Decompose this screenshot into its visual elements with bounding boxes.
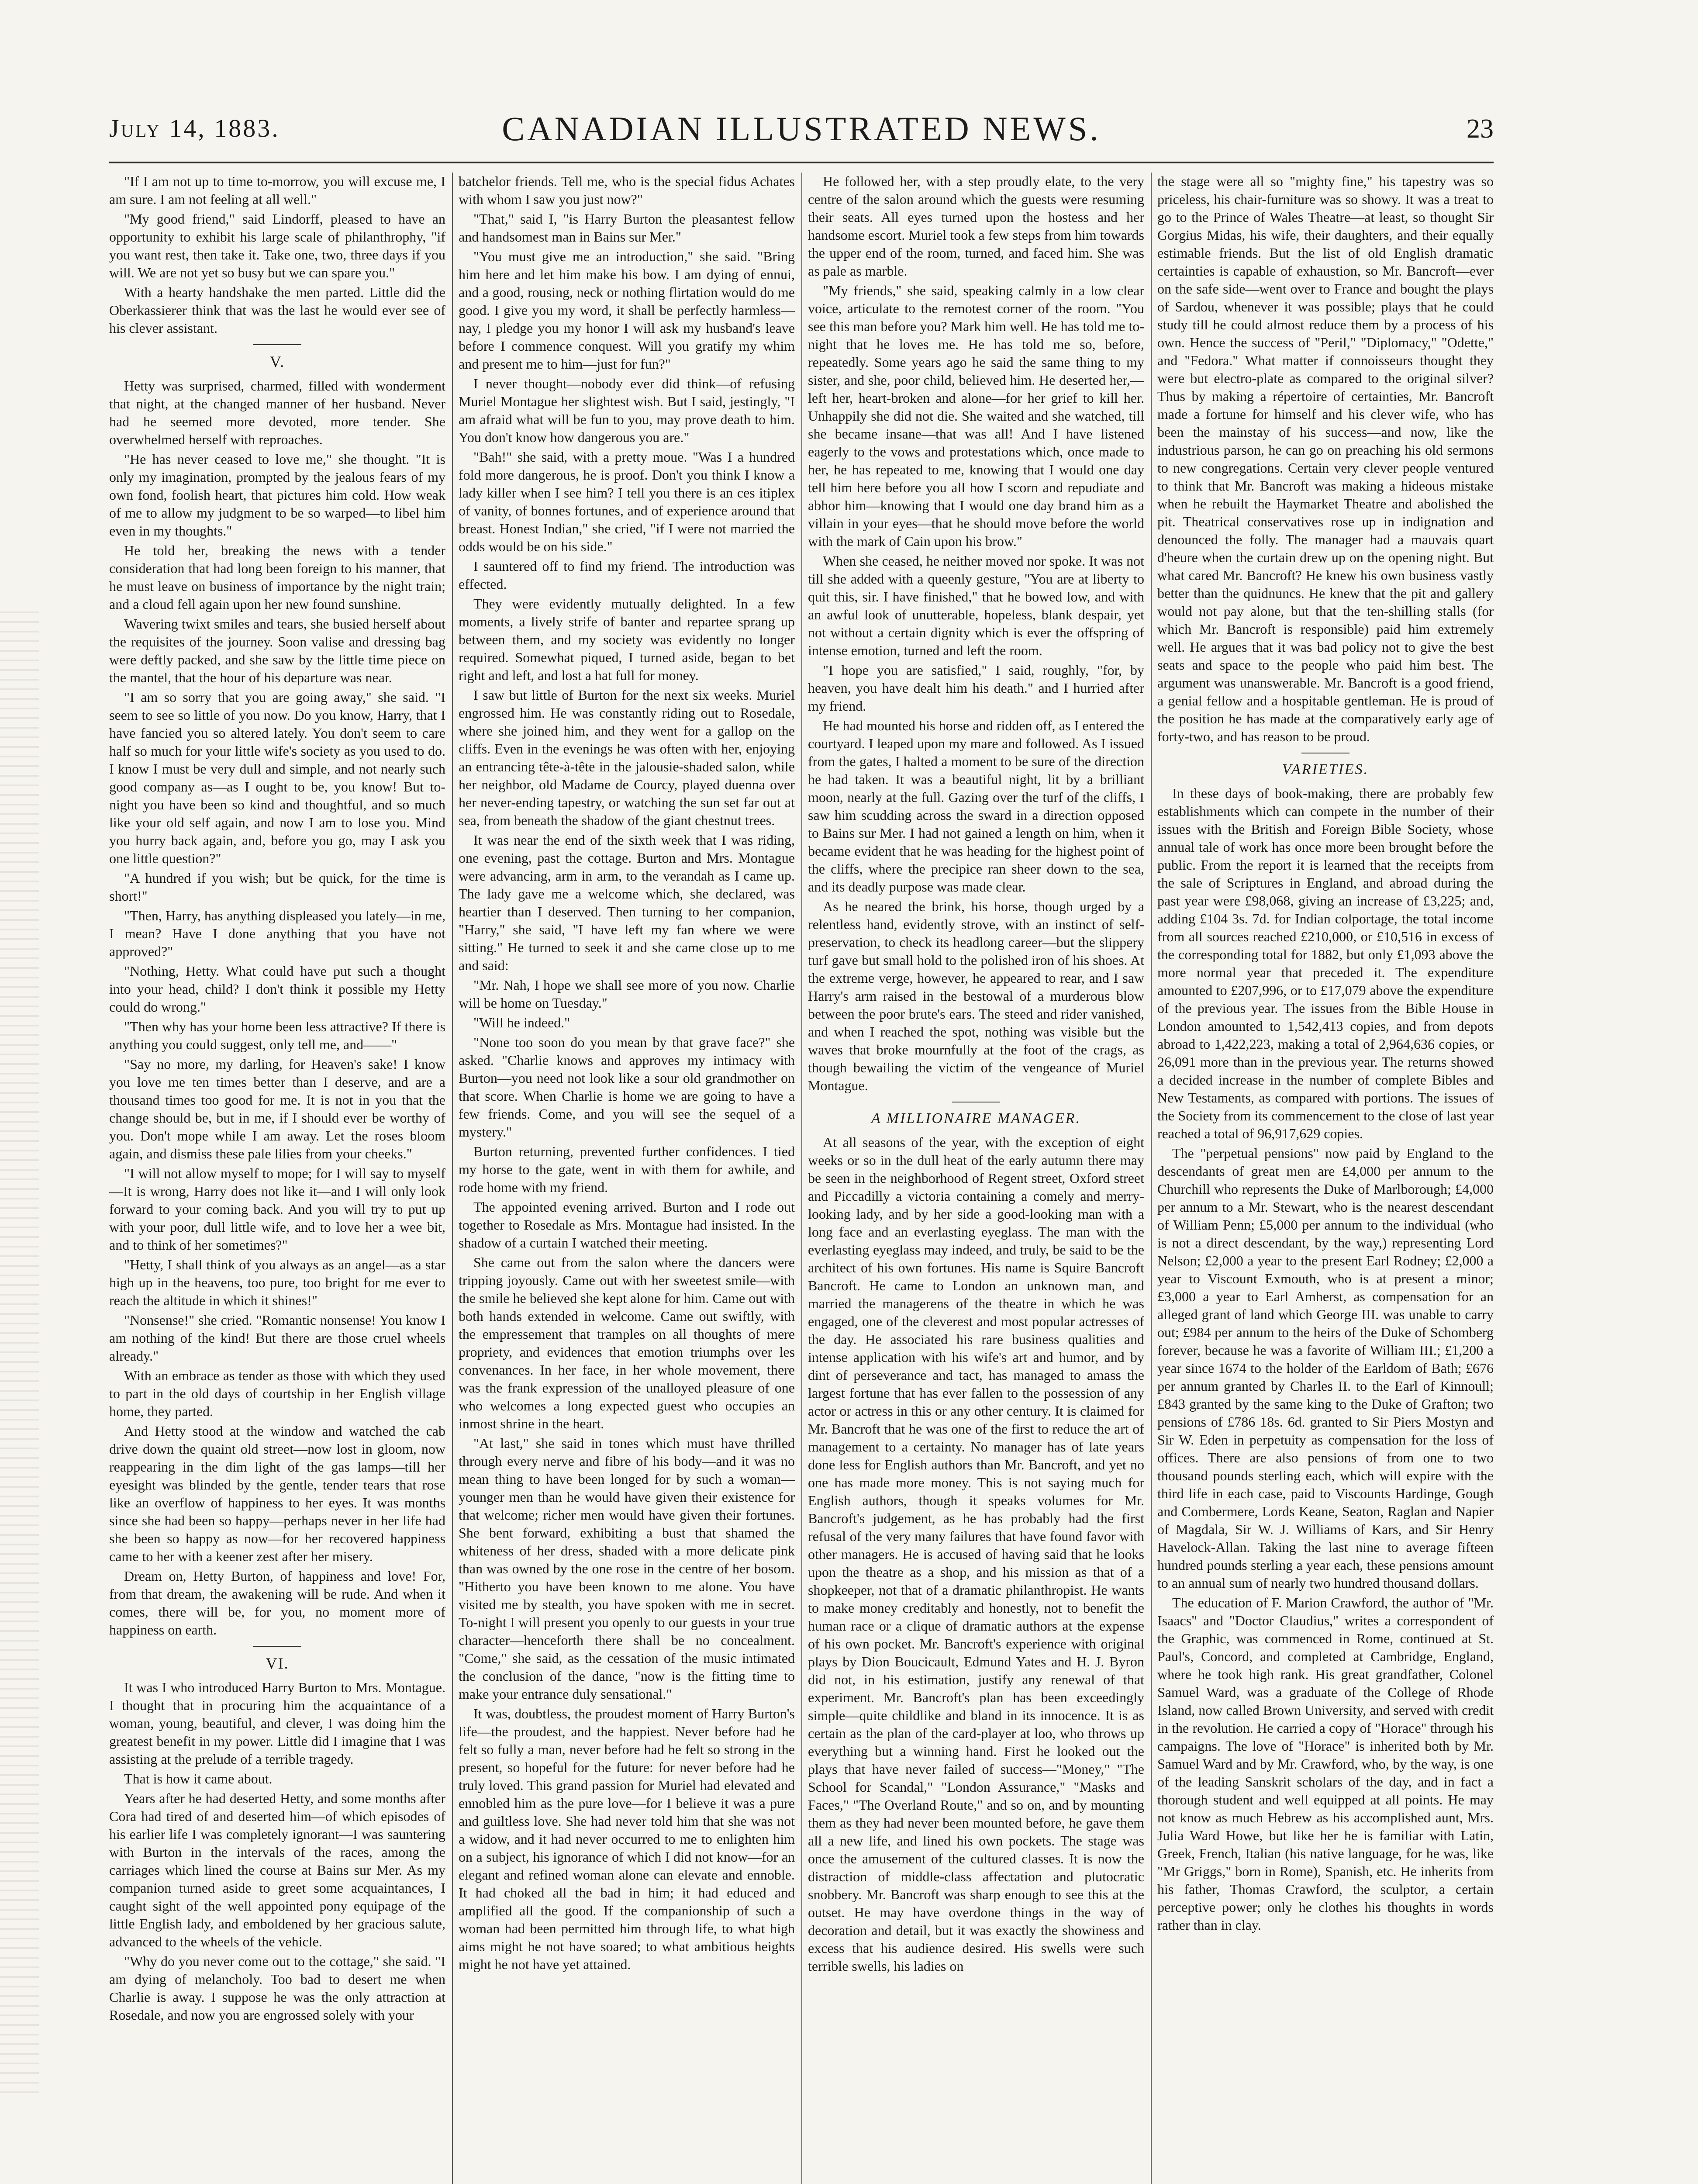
paragraph: At all seasons of the year, with the exception of eight weeks or so in the dull heat of the early autumn there may be seen in the neighborhood of Regent street, Oxford street and Piccadilly a victoria containing a comely and merry-looking lady, and by her side a good-looking man with a long face and an everlasting eyeglass. The man with the everlasting eyeglass may indeed, and truly, be said to be the architect of his own fortunes. His name is Squire Bancroft Bancroft. He came to London an unknown man, and married the managerens of the theatre in which he was engaged, one of the cleverest and most popular actresses of the day. He associated his rare business qualities and intense application with his wife's art and humor, and by dint of perseverance and tact, has managed to amass the largest fortune that has ever fallen to the possession of any actor or actress in this or any other century. It is claimed for Mr. Bancroft that he was one of the first to reduce the art of management to a certainty. No manager has of late years done less for English authors than Mr. Bancroft, and yet no one has made more money. This is not saying much for English authors, though it speaks volumes for Mr. Bancroft's judgement, as he has probably had the first refusal of the very many failures that have found favor with other managers. He is accused of having said that he looks upon the theatre as a shop, and his mission as that of a shopkeeper, not that of a dramatic philanthropist. He wants to make money creditably and honestly, not to benefit the human race or a clique of dramatic authors at the expense of his own pocket. Mr. Bancroft's experience with original plays by Dion Boucicault, Edmund Yates and H. J. Byron did not, in his estimation, justify any renewal of that experiment. Mr. Bancroft's plan has been exceedingly simple—quite childlike and bland in its innocence. It is as certain as the plan of the card-player at loo, who throws up everything but a winning hand. First he looked out the plays that have never failed of success—"Money," "The School for Scandal," "London Assurance," "Masks and Faces," "The Overland Route," and so on, and by mounting them as they had never been mounted before, he gave them all a new life, and lined his own pockets. The stage was once the amusement of the cultured classes. It is now the distraction of middle-class affectation and plutocratic snobbery. Mr. Bancroft was sharp enough to see this at the outset. He may have overdone things in the way of decoration and detail, but it was exactly the showiness and excess that his audience desired. His swells were such terrible swells, his ladies on: [808, 1134, 1144, 1974]
paragraph: Hetty was surprised, charmed, filled with wonderment that night, at the changed manner of her husband. Never had he seemed more devoted, more tender. She overwhelmed herself with reproaches.: [109, 378, 445, 447]
paragraph: "Why do you never come out to the cottage," she said. "I am dying of melancholy. Too bad to desert me when Charlie is away. I suppose he was the only attraction at Rosedale, and now you are engrossed solely with your: [109, 1953, 445, 2023]
paragraph: batchelor friends. Tell me, who is the special fidus Achates with whom I saw you just now?": [459, 173, 795, 207]
paragraph: "Nonsense!" she cried. "Romantic nonsense! You know I am nothing of the kind! But there are those cruel wheels already.": [109, 1312, 445, 1364]
paragraph: "You must give me an introduction," she said. "Bring him here and let him make his bow. I am dying of ennui, and a good, rousing, neck or nothing flirtation would do me good. I give you my word, it shall be perfectly harmless—nay, I pledge you my honor I will ask my husband's leave before I commence conquest. Will you gratify my whim and present me to him—just for fun?": [459, 249, 795, 372]
paragraph: With a hearty handshake the men parted. Little did the Oberkassierer think that was the last he would ever see of his clever assistant.: [109, 284, 445, 336]
paragraph: "I am so sorry that you are going away," she said. "I seem to see so little of you now. Do you know, Harry, that I have fancied you so altered lately. You don't seem to care half so much for your little wife's society as you used to do. I know I must be very dull and simple, and not nearly such good company as—as I ought to be, you know! But to-night you have been so kind and thoughtful, and so much like your old self again, and now I am to lose you. Mind you hurry back again, and, before you go, may I ask you one little question?": [109, 689, 445, 866]
paragraph: "Say no more, my darling, for Heaven's sake! I know you love me ten times better than I deserve, and are a thousand times too good for me. It is not in you that the change should be, but in me, if I should ever be worthy of you. Don't mope while I am away. Let the roses bloom again, and dismiss these pale lilies from your cheeks.": [109, 1056, 445, 1161]
paragraph: When she ceased, he neither moved nor spoke. It was not till she added with a queenly gesture, "You are at liberty to quit this, sir. I have finished," that he bowed low, and with an awful look of unutterable, hopeless, blank despair, yet not without a certain dignity which is ever the offspring of intense emotion, turned and left the room.: [808, 553, 1144, 658]
paragraph: It was, doubtless, the proudest moment of Harry Burton's life—the proudest, and the happiest. Never before had he felt so fully a man, never before had he felt so strong in the present, so hopeful for the future: for never before had he truly loved. This grand passion for Muriel had elevated and ennobled him as the pure love—for I believe it was a pure and guiltless love. She had never told him that she was not a widow, and it had never occurred to me to enlighten him on a subject, his ignorance of which I did not know—for an elegant and refined woman alone can elevate and ennoble. It had choked all the bad in him; it had educed and amplified all the good. If the companionship of such a woman had been permitted him through life, to what high aims might he not have soared; to what ambitious heights might he not have yet attained.: [459, 1706, 795, 1972]
column-divider: [452, 173, 453, 2184]
header-rule: [109, 162, 1494, 163]
paragraph: The "perpetual pensions" now paid by England to the descendants of great men are £4,000 per annum to the Churchill who represents the Duke of Marlborough; £4,000 per annum to a Mr. Stewart, who is the nearest descendant of William Penn; £5,000 per annum to the individual (who is not a direct descendant, by the way,) representing Lord Nelson; £2,000 a year to the present Earl Rodney; £2,000 a year to Viscount Exmouth, who is at present a minor; £3,000 a year to Earl Amherst, as compensation for an alleged grant of land which George III. was unable to carry out; £984 per annum to the heirs of the Duke of Schomberg forever, because he was a favorite of William III.; £1,200 a year since 1674 to the holder of the Earldom of Bath; £676 per annum granted by Charles II. to the Earl of Kinnoull; £843 granted by the same king to the Duke of Grafton; two pensions of £786 18s. 6d. granted to Sir Piers Mostyn and Sir W. Eden in perpetuity as compensation for the loss of offices. There are also pensions of from one to two thousand pounds sterling each, which will expire with the third life in each case, paid to Viscounts Hardinge, Gough and Combermere, Lords Keane, Seaton, Raglan and Napier of Magdala, Sir W. J. Williams of Kars, and Sir Henry Havelock-Allan. Taking the last nine to average fifteen hundred pounds sterling a year each, these pensions amount to an annual sum of nearly two hundred thousand dollars.: [1157, 1145, 1494, 1591]
binding-gutter: [0, 612, 39, 2097]
paragraph: He followed her, with a step proudly elate, to the very centre of the salon around which the guests were resuming their seats. All eyes turned upon the hostess and her handsome escort. Muriel took a few steps from him towards the upper end of the room, turned, and faced him. She was as pale as marble.: [808, 173, 1144, 279]
issue-date: July 14, 1883.: [109, 114, 280, 142]
paragraph: As he neared the brink, his horse, though urged by a relentless hand, evidently strove, with an instinct of self-preservation, to check its headlong career—but the slippery turf gave but small hold to the polished iron of his shoes. At the extreme verge, however, he appeared to rear, and I saw Harry's arm raised in the bestowal of a murderous blow between the poor brute's ears. The steed and rider vanished, and when I reached the spot, nothing was visible but the waves that broke mournfully at the foot of the crags, as though bewailing the victim of the vengeance of Muriel Montague.: [808, 898, 1144, 1093]
column-4: [1157, 173, 1494, 2184]
paragraph: "My good friend," said Lindorff, pleased to have an opportunity to exhibit his large scale of philanthrophy, "if you want rest, then take it. Take one, two, three days if you will. We are not yet so busy but we can spare you.": [109, 211, 445, 280]
paragraph: "Then, Harry, has anything displeased you lately—in me, I mean? Have I done anything that you have not approved?": [109, 908, 445, 959]
paragraph: the stage were all so "mighty fine," his tapestry was so priceless, his chair-furniture was so showy. It was a treat to go to the Prince of Wales Theatre—at least, so thought Sir Gorgius Midas, his wife, their daughters, and their equally estimable friends. But the list of old English dramatic certainties is capable of exhaustion, so Mr. Bancroft—ever on the safe side—went over to France and bought the plays of Sardou, whenever it was possible; plays that he could study till he could almost reduce them by a process of his own. Hence the success of "Peril," "Diplomacy," "Odette," and "Fedora." What matter if connoisseurs thought they were but electro-plate as compared to the original silver? Thus by making a répertoire of certainties, Mr. Bancroft made a fortune for himself and his clever wife, who has been the mainstay of his success—and now, like the industrious parson, he can go on preaching his old sermons to new congregations. Certain very clever people ventured to think that Mr. Bancroft was making a hideous mistake when he rebuilt the Haymarket Theatre and abolished the pit. Theatrical conservatives rose up in indignation and denounced the folly. The manager had a mauvais quart d'heure when the curtain drew up on the opening night. But what cared Mr. Bancroft? He knew his own business vastly better than the quidnuncs. He knew that the pit and gallery would not pay alone, but that the ten-shilling stalls (for which Mr. Bancroft is responsible) paid him extremely well. He argues that it was bad policy not to give the best seats and space to the people who paid him best. The argument was unanswerable. Mr. Bancroft is a good friend, a genial fellow and a hospitable gentleman. He is proud of the position he has made at the comparatively early age of forty-two, and has reason to be proud.: [1157, 173, 1494, 744]
paragraph: "I will not allow myself to mope; for I will say to myself—It is wrong, Harry does not like it—and I will only look forward to your coming back. And you will try to put up with your poor, dull little wife, and to love her a wee bit, and to think of her sometimes?": [109, 1165, 445, 1253]
paragraph: In these days of book-making, there are probably few establishments which can compete in the number of their issues with the British and Foreign Bible Society, whose annual tale of work has once more been brought before the public. From the report it is learned that the receipts from the sale of Scriptures in England, and abroad during the past year were £98,068, giving an increase of £3,225; and, adding £104 3s. 7d. for Indian colportage, the total income from all sources reached £210,000, or £10,516 in excess of the corresponding total for 1882, but only £1,093 above the more normal year that preceded it. The expenditure amounted to £207,996, or to £17,079 above the expenditure of the previous year. The issues from the Bible House in London amounted to 1,542,413 copies, and from depots abroad to 1,422,223, making a total of 2,964,636 copies, or 26,091 more than in the previous year. The returns showed a decided increase in the number of complete Bibles and New Testaments, as compared with portions. The issues of the Society from its commencement to the close of last year reached a total of 96,917,629 copies.: [1157, 785, 1494, 1141]
paragraph: "Hetty, I shall think of you always as an angel—as a star high up in the heavens, too pure, too bright for me ever to reach the altitude in which it shines!": [109, 1257, 445, 1308]
paragraph: "Nothing, Hetty. What could have put such a thought into your head, child? I don't think it possible my Hetty could do wrong.": [109, 963, 445, 1015]
paragraph: "That," said I, "is Harry Burton the pleasantest fellow and handsomest man in Bains sur Mer.": [459, 211, 795, 245]
column-divider: [801, 173, 802, 2184]
paragraph: He told her, breaking the news with a tender consideration that had long been foreign to his manner, that he must leave on business of importance by the night train; and a cloud fell again upon her new found sunshine.: [109, 543, 445, 612]
paragraph: I sauntered off to find my friend. The introduction was effected.: [459, 558, 795, 592]
paragraph: "A hundred if you wish; but be quick, for the time is short!": [109, 870, 445, 904]
paragraph: "Mr. Nah, I hope we shall see more of you now. Charlie will be home on Tuesday.": [459, 977, 795, 1011]
paragraph: "I hope you are satisfied," I said, roughly, "for, by heaven, you have dealt him his death." and I hurried after my friend.: [808, 662, 1144, 714]
paragraph: Wavering twixt smiles and tears, she busied herself about the requisites of the journey. Soon valise and dressing bag were deftly packed, and she saw by the little time piece on the mantel, that the hour of his departure was near.: [109, 616, 445, 685]
paragraph: "Then why has your home been less attractive? If there is anything you could suggest, only tell me, and——": [109, 1019, 445, 1052]
paragraph: Years after he had deserted Hetty, and some months after Cora had tired of and deserted him—of which episodes of his earlier life I was completely ignorant—I was sauntering with Burton in the intervals of the races, among the carriages which lined the course at Bains sur Mer. As my companion turned aside to greet some acquaintances, I caught sight of the well appointed pony equipage of the little English lady, and emboldened by her gracious salute, advanced to the wheels of the vehicle.: [109, 1790, 445, 1949]
paragraph: They were evidently mutually delighted. In a few moments, a lively strife of banter and repartee sprang up between them, and my society was evidently no longer required. Somewhat piqued, I turned aside, began to bet right and left, and lost a hat full for money.: [459, 596, 795, 683]
paragraph: He had mounted his horse and ridden off, as I entered the courtyard. I leaped upon my mare and followed. As I issued from the gates, I halted a moment to be sure of the direction he had taken. It was a beautiful night, lit by a brilliant moon, nearly at the full. Gazing over the turf of the cliffs, I saw him scudding across the sward in a direction opposed to Bains sur Mer. I had not gained a length on him, when it became evident that he was heading for the highest point of the cliffs, where the precipice ran sheer down to the sea, and its deadly purpose was made clear.: [808, 718, 1144, 895]
section-number: VI.: [266, 1655, 289, 1672]
paragraph: That is how it came about.: [124, 1771, 273, 1787]
paragraph: "At last," she said in tones which must have thrilled through every nerve and fibre of his body—and it was no mean thing to have been longed for by such a woman—younger men than he would have given their existence for that welcome; richer men would have given their fortunes. She bent forward, exhibiting a bust that shamed the whiteness of her dress, shaded with a more delicate pink than was owned by the one rose in the centre of her bosom. "Hitherto you have been known to me alone. You have visited me by stealth, you have spoken with me in secret. To-night I will present you openly to our guests in your true character—henceforth there shall be no concealment. "Come," she said, as the cessation of the music intimated the conclusion of the dance, "now is the fitting time to make your entrance duly sensational.": [459, 1435, 795, 1702]
paragraph: "He has never ceased to love me," she thought. "It is only my imagination, prompted by the jealous fears of my own fond, foolish heart, that pictures him cold. How weak of me to allow my judgment to be so warped—to libel him even in my thoughts.": [109, 451, 445, 539]
paragraph: "Will he indeed.": [473, 1015, 570, 1030]
masthead: [109, 105, 1494, 157]
paragraph: Burton returning, prevented further confidences. I tied my horse to the gate, went in with them for awhile, and rode home with my friend.: [459, 1144, 795, 1195]
paragraph: "If I am not up to time to-morrow, you will excuse me, I am sure. I am not feeling at all well.": [109, 173, 445, 207]
paragraph: Dream on, Hetty Burton, of happiness and love! For, from that dream, the awakening will be rude. And when it comes, there will be, for you, no moment more of happiness on earth.: [109, 1568, 445, 1638]
page-number: 23: [1467, 114, 1494, 144]
paragraph: The education of F. Marion Crawford, the author of "Mr. Isaacs" and "Doctor Claudius," writes a correspondent of the Graphic, was commenced in Rome, continued at St. Paul's, Concord, and completed at Cambridge, England, where he took high rank. His great grandfather, Colonel Samuel Ward, was a graduate of the College of Rhode Island, now called Brown University, and served with credit in the revolution. He carried a copy of "Horace" through his campaigns. The love of "Horace" is inherited both by Mr. Samuel Ward and by Mr. Crawford, who, by the way, is one of the leading Sanskrit scholars of the day, and in fact a thorough student and well equipped at all points. He may not know as much Hebrew as his accomplished aunt, Mrs. Julia Ward Howe, but like her he is familiar with Latin, Greek, French, Italian (his native language, for he was, like "Mr Griggs," born in Rome), Spanish, etc. He inherits from his father, Thomas Crawford, the sculptor, a certain perceptive power; only he clothes his thoughts in words rather than in clay.: [1157, 1595, 1494, 1933]
paragraph: "None too soon do you mean by that grave face?" she asked. "Charlie knows and approves my intimacy with Burton—you need not look like a sour old grandmother on that score. When Charlie is home we are going to have a few friends. Come, and you will see the sequel of a mystery.": [459, 1034, 795, 1140]
paragraph: I saw but little of Burton for the next six weeks. Muriel engrossed him. He was constantly riding out to Rosedale, where she joined him, and they went for a gallop on the cliffs. Even in the evenings he was often with her, enjoying an entrancing tête-à-tête in the jalousie-shaded salon, while her neighbor, old Madame de Courcy, played duenna over her never-ending tapestry, or watching the sun set far out at sea, from beneath the shadow of the giant chestnut trees.: [459, 687, 795, 828]
article-columns: [109, 173, 1494, 2184]
paragraph: It was I who introduced Harry Burton to Mrs. Montague. I thought that in procuring him the acquaintance of a woman, young, beautiful, and clever, I was doing him the greatest benefit in my power. Little did I imagine that I was assisting at the prelude of a terrible tragedy.: [109, 1679, 445, 1767]
paragraph: I never thought—nobody ever did think—of refusing Muriel Montague her slightest wish. But I said, jestingly, "I am afraid what will be fun to you, may prove death to him. You don't know how dangerous you are.": [459, 376, 795, 445]
column-divider: [1151, 173, 1152, 2184]
section-rule: [253, 344, 301, 345]
section-number: V.: [269, 353, 285, 370]
paragraph: She came out from the salon where the dancers were tripping joyously. Came out with her sweetest smile—with the smile he believed she kept alone for him. Came out with both hands extended in welcome. Came out swiftly, with the empressement that tramples on all thoughts of mere propriety, and evidences that emotion triumphs over les convenances. In her face, in her whole movement, there was the frank expression of the unalloyed pleasure of one who welcomes a long expected guest who occupies an inmost shrine in the heart.: [459, 1254, 795, 1431]
paragraph: "Bah!" she said, with a pretty moue. "Was I a hundred fold more dangerous, he is proof. Don't you think I know a lady killer when I see him? I tell you there is an ces itiplex of vanity, of bonnes fortunes, and of experience around that breast. Honest Indian," she cried, "if I were not married the odds would be on his side.": [459, 449, 795, 554]
column-3: [808, 173, 1144, 2184]
column-2: [459, 173, 795, 2184]
article-heading: VARIETIES.: [1282, 761, 1369, 778]
section-rule: [253, 1646, 301, 1647]
column-1: [109, 173, 445, 2184]
article-heading: A MILLIONAIRE MANAGER.: [871, 1110, 1081, 1127]
paragraph: It was near the end of the sixth week that I was riding, one evening, past the cottage. Burton and Mrs. Montague were advancing, arm in arm, to the verandah as I came up. The lady gave me a welcome which, she declared, was heartier than I deserved. Then turning to her companion, "Harry," she said, "I have left my fan where we were sitting." He turned to seek it and she came close up to me and said:: [459, 832, 795, 973]
paragraph: And Hetty stood at the window and watched the cab drive down the quaint old street—now lost in gloom, now reappearing in the dim light of the gas lamps—till her eyesight was blinded by the gentle, tender tears that rose like an overflow of happiness to her eyes. It was months since she had been so happy—perhaps never in her life had she been so happy as now—for her recovered happiness came to her with a keener zest after her misery.: [109, 1423, 445, 1564]
paragraph: The appointed evening arrived. Burton and I rode out together to Rosedale as Mrs. Montague had insisted. In the shadow of a curtain I watched their meeting.: [459, 1199, 795, 1251]
paragraph: With an embrace as tender as those with which they used to part in the old days of courtship in her English village home, they parted.: [109, 1368, 445, 1419]
paragraph: "My friends," she said, speaking calmly in a low clear voice, articulate to the remotest corner of the room. "You see this man before you? Mark him well. He has told me to-night that he loves me. He has told me so, before, repeatedly. Some years ago he said the same thing to my sister, and she, poor child, believed him. He deserted her,—left her, heart-broken and alone—for her grief to kill her. Unhappily she did not die. She waited and she watched, till she became insane—that was all! And I have listened eagerly to the vows and protestations which, once made to her, he has repeated to me, knowing that I would one day tell him here before you all how I scorn and repudiate and abhor him—knowing that I would one day brand him as a villain in your eyes—that he should move before the world with the mark of Cain upon his brow.": [808, 283, 1144, 549]
newspaper-title: CANADIAN ILLUSTRATED NEWS.: [502, 110, 1101, 148]
